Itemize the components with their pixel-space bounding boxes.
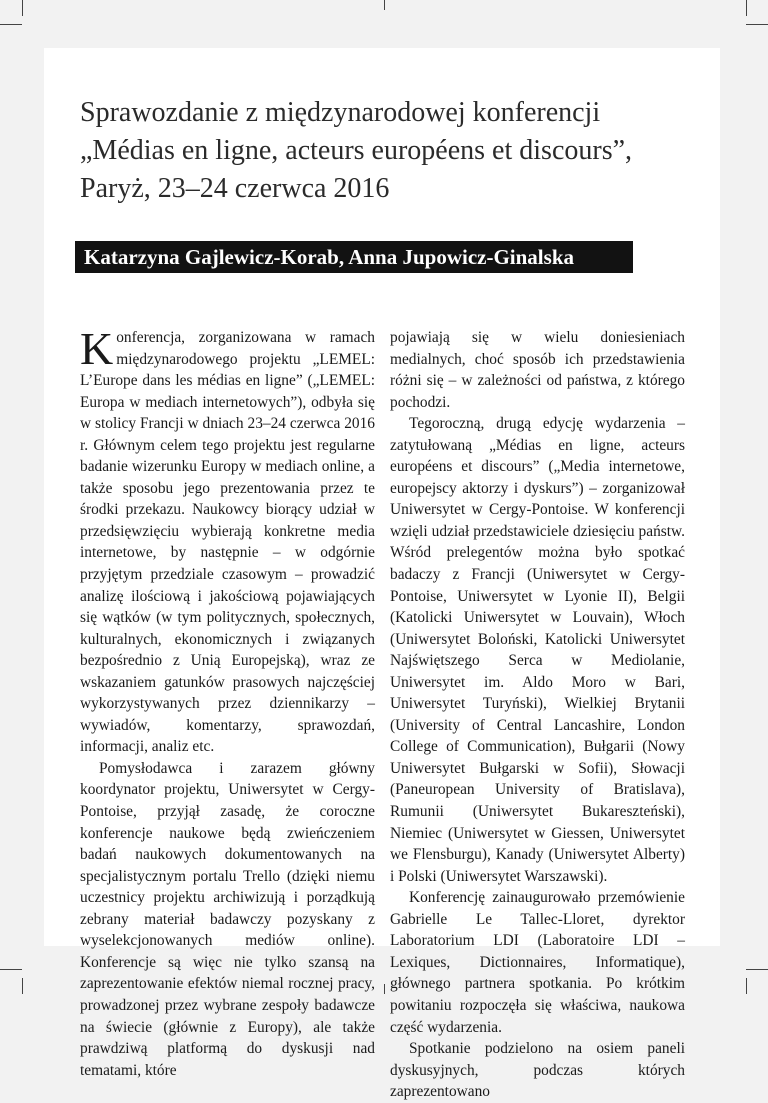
crop-mark — [384, 0, 385, 10]
crop-mark — [22, 978, 23, 994]
paragraph: Tegoroczną, drugą edycję wydarzenia – zatytułowaną „Médias en ligne, acteurs européens et discours” („Media internetowe, europejscy aktorzy i dyskurs”) – zorganizował Uniwersytet w Cergy-Pontoise. W konferencji wzięli udział przedstawiciele dziesięciu państw. Wśród prelegentów można było spotkać badaczy z Francji (Uniwersytet w Cergy-Pontoise, Uniwersytet w Lyonie II), Belgii (Katolicki Uniwersytet w Louvain), Włoch (Uniwersytet Boloński, Katolicki Uniwersytet Najświętszego Serca w Mediolanie, Uniwersytet im. Aldo Moro w Bari, Uniwersytet Turyński), Wielkiej Brytanii (University of Central Lancashire, London College of Communication), Bułgarii (Nowy Uniwersytet Bułgarski w Sofii), Słowacji (Paneuropean University of Bratislava), Rumunii (Uniwersytet Bukareszteński), Niemiec (Uniwersytet w Giessen, Uniwersytet we Flensburgu), Kanady (Uniwersytet Alberty) i Polski (Uniwersytet Warszawski). — [390, 415, 685, 885]
crop-mark — [22, 0, 23, 16]
drop-cap: K — [80, 323, 114, 374]
crop-mark — [746, 969, 768, 970]
title-line: „Médias en ligne, acteurs européens et discours”, — [80, 135, 633, 166]
crop-mark — [0, 969, 22, 970]
crop-mark — [746, 24, 768, 25]
crop-mark — [746, 978, 747, 994]
right-column — [390, 327, 685, 1103]
crop-mark — [0, 24, 22, 25]
title-line: Sprawozdanie z międzynarodowej konferencji — [80, 97, 601, 128]
crop-mark — [384, 984, 385, 994]
paragraph: Pomysłodawca i zarazem główny koordynator projektu, Uniwersytet w Cergy-Pontoise, przyjął zasadę, że coroczne konferencje naukowe będą zwieńczeniem badań naukowych dokumentowanych na specjalistycznym portalu Trello (dzięki niemu uczestnicy projektu archiwizują i porządkują zebrany materiał badawczy pozyskany z wyselekcjonowanych mediów online). Konferencje są więc nie tylko szansą na zaprezentowanie efektów niemal rocznej pracy, prowadzonej przez wybrane zespoły badawcze na świecie (głównie z Europy), ale także prawdziwą platformą do dyskusji nad tematami, które — [80, 759, 375, 1079]
paragraph — [80, 323, 375, 758]
paragraph: pojawiają się w wielu doniesieniach medialnych, choć sposób ich przedstawienia różni się – w zależności od państwa, z którego pochodzi. — [390, 329, 685, 411]
title-line: Paryż, 23–24 czerwca 2016 — [80, 173, 390, 204]
left-column — [80, 323, 375, 1081]
authors-banner: Katarzyna Gajlewicz-Korab, Anna Jupowicz-Ginalska — [75, 241, 633, 273]
article-title — [80, 94, 700, 208]
paragraph: Konferencję zainaugurowało przemówienie Gabrielle Le Tallec-Lloret, dyrektor Laboratorium LDI (Laboratoire LDI – Lexiques, Dictionnaires, Informatique), głównego partnera spotkania. Po krótkim powitaniu rozpoczęła się właściwa, naukowa część wydarzenia. — [390, 889, 685, 1036]
crop-mark — [746, 0, 747, 16]
paragraph-text: onferencja, zorganizowana w ramach międzynarodowego projektu „LEMEL: L’Europe dans les médias en ligne” („LEMEL: Europa w mediach internetowych”), odbyła się w stolicy Francji w dniach 23–24 czerwca 2016 r. Głównym celem tego projektu jest regularne badanie wizerunku Europy w mediach online, a także sposobu jego prezentowania przez te środki przekazu. Naukowcy biorący udział w przedsięwzięciu wybierają konkretne media internetowe, by następnie – w odgórnie przyjętym przedziale czasowym – prowadzić analizę ilościową i jakościową pojawiających się wątków (w tym politycznych, społecznych, kulturalnych, ekonomicznych i związanych bezpośrednio z Unią Europejską), wraz ze wskazaniem gatunków prasowych najczęściej wykorzystywanych przez dziennikarzy – wywiadów, komentarzy, sprawozdań, informacji, analiz etc. — [80, 329, 375, 756]
paragraph: Spotkanie podzielono na osiem paneli dyskusyjnych, podczas których zaprezentowano — [390, 1040, 685, 1101]
